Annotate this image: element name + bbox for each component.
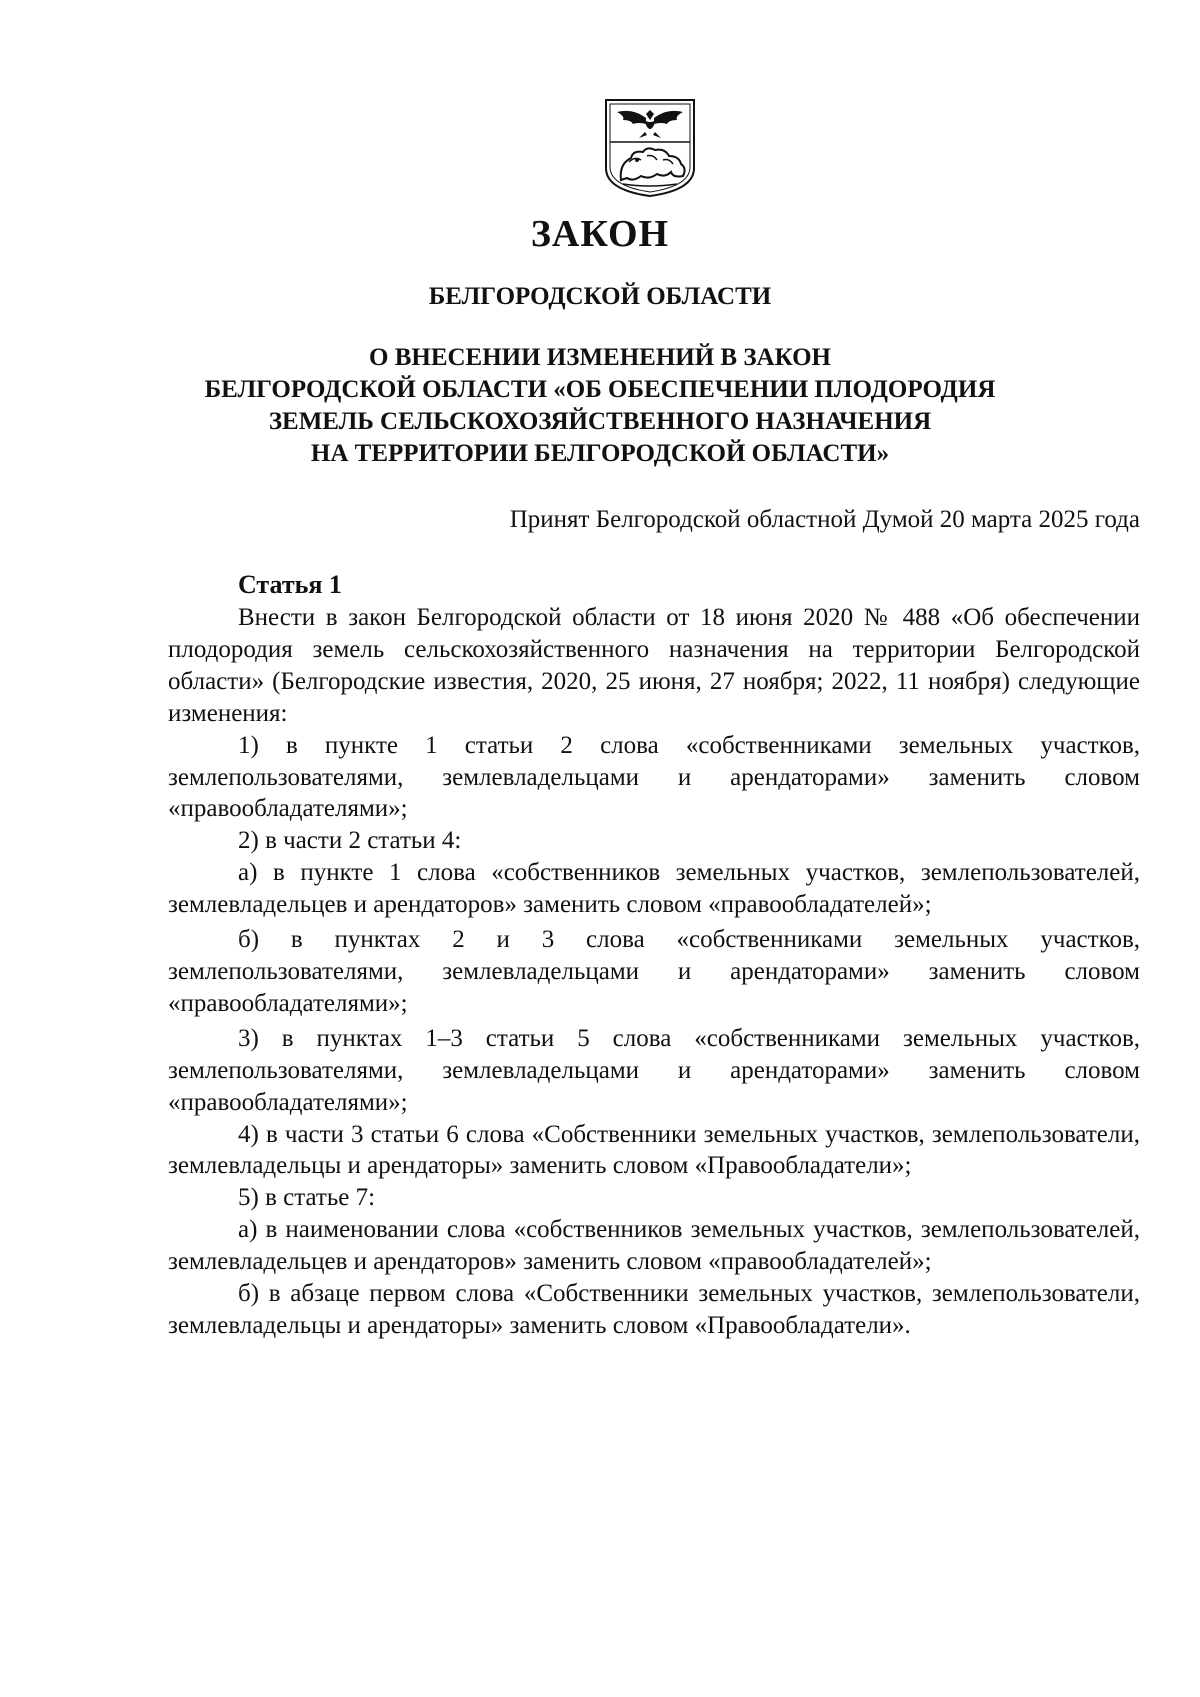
law-name (0, 342, 1200, 470)
article-paragraph: б) в пунктах 2 и 3 слова «собственниками земельных участков, землепользователями, землевладельцами и арендаторами» заменить словом «правообладателями»; (168, 926, 1140, 1017)
article-paragraph: 4) в части 3 статьи 6 слова «Собственники земельных участков, землепользователи, землевладельцы и арендаторы» заменить словом «Правообладатели»; (168, 1120, 1140, 1180)
article-paragraph: 1) в пункте 1 статьи 2 слова «собственниками земельных участков, землепользователями, землевладельцами и арендаторами» заменить словом «правообладателями»; (168, 731, 1140, 823)
article-body (168, 602, 1140, 1342)
article-heading: Статья 1 (238, 570, 342, 599)
article-paragraph: Внести в закон Белгородской области от 18 июня 2020 № 488 «Об обеспечении плодородия земель сельскохозяйственного назначения на территории Белгородской области» (Белгородские известия, 2020, 25 июня, 27 ноября; 2022, 11 ноября) следующие изменения: (168, 604, 1140, 727)
coat-of-arms-icon (603, 98, 697, 198)
article-paragraph: 3) в пунктах 1–3 статьи 5 слова «собственниками земельных участков, землепользователями, землевладельцами и арендаторами» заменить словом «правообладателями»; (168, 1024, 1140, 1116)
adoption-note: Принят Белгородской областной Думой 20 марта 2025 года (509, 506, 1140, 533)
article-paragraph: б) в абзаце первом слова «Собственники земельных участков, землепользователи, землевладельцы и арендаторы» заменить словом «Правообладатели». (168, 1280, 1140, 1339)
law-name-line: ЗЕМЕЛЬ СЕЛЬСКОХОЗЯЙСТВЕННОГО НАЗНАЧЕНИЯ (268, 408, 932, 435)
article-paragraph: 2) в части 2 статьи 4: (238, 827, 462, 855)
region-subtitle: БЕЛГОРОДСКОЙ ОБЛАСТИ (428, 283, 772, 310)
article-paragraph: 5) в статье 7: (238, 1184, 376, 1212)
article-paragraph: а) в пункте 1 слова «собственников земельных участков, землепользователей, землевладельцев и арендаторов» заменить словом «правообладателей»; (168, 859, 1140, 919)
law-name-line: БЕЛГОРОДСКОЙ ОБЛАСТИ «ОБ ОБЕСПЕЧЕНИИ ПЛОДОРОДИЯ (204, 376, 996, 403)
law-title: ЗАКОН (530, 213, 670, 255)
law-name-line: НА ТЕРРИТОРИИ БЕЛГОРОДСКОЙ ОБЛАСТИ» (310, 440, 890, 467)
article-paragraph: а) в наименовании слова «собственников земельных участков, землепользователей, землевладельцев и арендаторов» заменить словом «правообладателей»; (168, 1216, 1140, 1276)
law-name-line: О ВНЕСЕНИИ ИЗМЕНЕНИЙ В ЗАКОН (369, 344, 831, 371)
